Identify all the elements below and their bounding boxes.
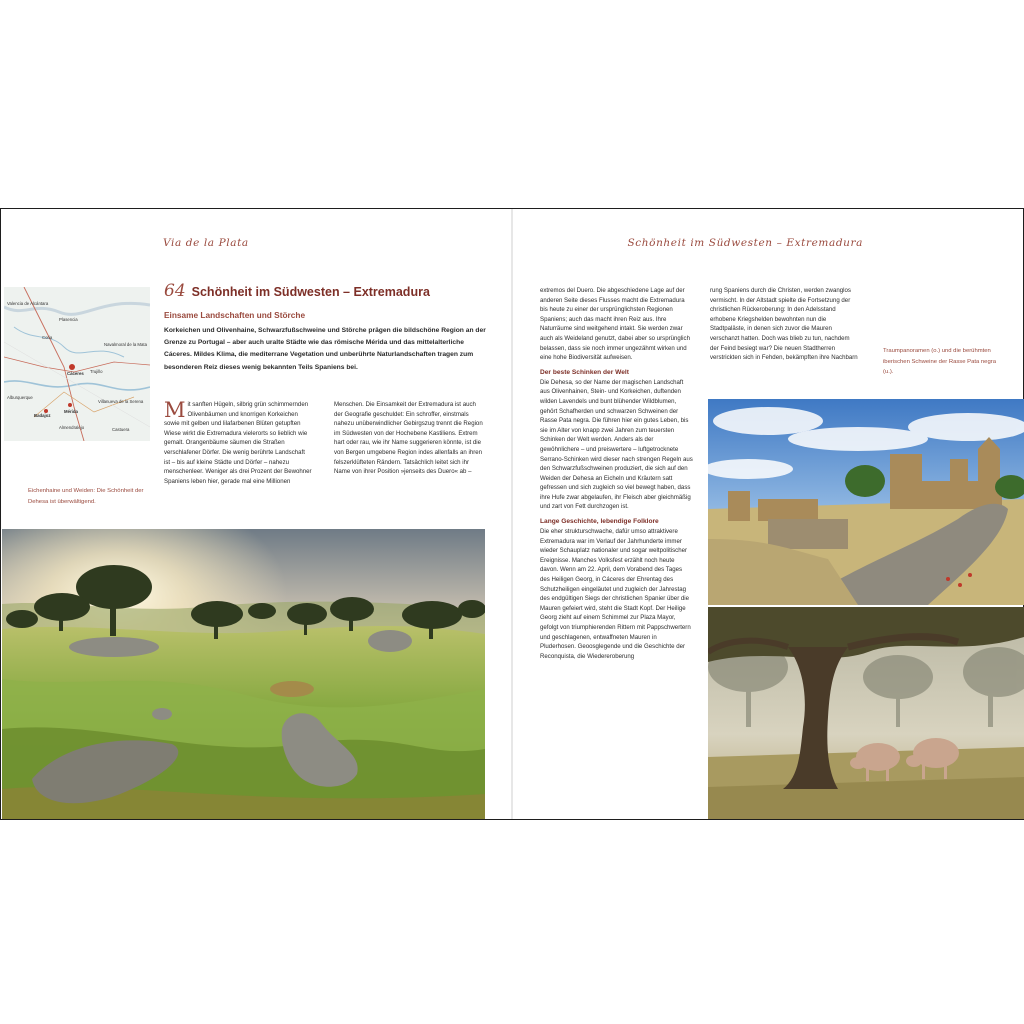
body-text: extremos del Duero. Die abgeschiedene Lage auf der anderen Seite dieses Flusses macht die Extremadura bis heute zu einer der ursprünglichsten Regionen Spaniens; auch das macht ihren Reiz aus. Ihre Naturräume sind weitgehend intakt. Sie werden zwar auch als Weideland genutzt, dabei aber so ursprünglich belassen, dass sie noch immer ungezähmt wirken und eine hohe Biodiversität aufweisen.: [540, 287, 690, 362]
image-caption-right: Traumpanoramen (o.) und die berühmten iberischen Schweine der Rasse Pata negra (u.).: [883, 348, 996, 376]
body-text: rung Spaniens durch die Christen, werden zwanglos vermischt. In der Altstadt spielte die Fortsetzung der christlichen Rückeroberung: In den Adelsstand erhobene Kriegshelden bewohnten nun die Stadtpaläste, in denen sich zuvor die Mauren verschanzt hatten. Doch was blieb zu tun, nachdem der Feind besiegt war? Die neuen Stadtherren verstrickten sich in Fehden, bekämpften ihre Nachbarn: [710, 287, 858, 362]
chapter-title: Schönheit im Südwesten – Extremadura: [191, 285, 430, 299]
right-page: [513, 209, 1024, 819]
map-graphic: [4, 287, 150, 441]
map-label: Valencia de Alcántara: [7, 301, 49, 306]
left-page: [0, 209, 511, 819]
chapter-number: 64: [164, 281, 186, 301]
section-heading-ham: Der beste Schinken der Welt: [540, 368, 629, 376]
lead-paragraph: Korkeichen und Olivenhaine, Schwarzfußschweine und Störche prägen die bildschöne Region an der Grenze zu Portugal – aber auch uralte Städte wie das römische Mérida und das mittelalterliche Cáceres. Mildes Klima, die mediterrane Vegetation und unberührte Naturlandschaften tragen zum besonderen Reiz dieses wenig bekannten Teils Spaniens bei.: [164, 327, 486, 371]
book-spread: [0, 208, 1024, 820]
body-column-2: [334, 400, 484, 477]
iberian-pigs-photo: [708, 607, 1024, 819]
image-caption-left: Eichenhaine und Weiden: Die Schönheit der Dehesa ist überwältigend.: [28, 488, 144, 505]
running-head-left: Via de la Plata: [163, 237, 249, 249]
map-label: Mérida: [64, 409, 78, 414]
map-label: Almendralejo: [59, 425, 85, 430]
body-column-1: [164, 400, 312, 486]
running-head-right: Schönheit im Südwesten – Extremadura: [627, 237, 863, 249]
map-label: Navalmoral de la Mata: [104, 342, 147, 347]
chapter-subtitle: Einsame Landschaften und Störche: [164, 310, 306, 320]
region-map: [4, 287, 150, 441]
map-label: Alburquerque: [7, 395, 33, 400]
map-label: Castuera: [112, 427, 130, 432]
map-label: Villanueva de la Serena: [98, 399, 144, 404]
map-label: Badajoz: [34, 413, 51, 418]
body-text: Menschen. Die Einsamkeit der Extremadura ist auch der Geografie geschuldet: Ein schroffer, einstmals nahezu unüberwindlicher Gebirgszug trennt die Region im Südwesten von der Hochebene Kastiliens. Extrem hart oder rau, wie ihr Name suggerieren könnte, ist die von Bergen umgebene Region indes allenfalls an ihren felszerklüfteten Rändern. Tatsächlich leitet sich ihr Name von ihrer Position »jenseits des Duero« ab –: [334, 401, 483, 476]
chapter-heading: [164, 281, 494, 301]
body-text: Die Dehesa, so der Name der magischen Landschaft aus Olivenhainen, Stein- und Korkeichen, duftenden wilden Lavendels und bunt blühender Wildblumen, gehört Schafherden und schwarzen Schweinen der Rasse Pata negra. Die führen hier ein gutes Leben, bis sie im Alter von knapp zwei Jahren zum teuersten Schinken der Welt werden. Anders als der gewöhnlichere – und preiswertere – luftgetrocknete Serrano-Schinken wird dieser nach strengen Regeln aus den Schwarzfußschweinen produziert, die sich auf den Weiden der Dehesa an Eicheln und Kräutern satt gefressen und sich zugleich so viel bewegt haben, dass ihre Hufe zwar abgelaufen, ihr Fleisch aber gleichmäßig und zart von Fett durchzogen ist.: [540, 378, 693, 511]
map-label: Trujillo: [90, 369, 103, 374]
body-column-3: [540, 286, 693, 661]
map-label: Coria: [42, 335, 53, 340]
castle-ruins-photo: [708, 399, 1024, 605]
body-column-4: [710, 286, 860, 363]
map-label: Cáceres: [67, 371, 84, 376]
drop-cap: M: [164, 398, 186, 422]
body-text: Die eher strukturschwache, dafür umso attraktivere Extremadura war im Verlauf der Jahrhunderte immer wieder Schauplatz nationaler und sogar weltpolitischer Ereignisse. Manches Volksfest erzählt noch heute davon. Wenn am 22. April, dem Vorabend des Tages des Heiligen Georg, in Cáceres der Ehrentag des Schutzheiligen eingeläutet und zugleich der Jahrestag des endgültigen Siegs der christlichen Spanier über die Mauren gefeiert wird, steht die Stadt Kopf. Der Heilige Georg zieht auf einem Schimmel zur Plaza Mayor, gefolgt von triumphierenden Rittern mit Pappschwertern und geschlagenen, entwaffneten Mauren in Pluderhosen. Geoosglegende und die Geschichte der Reconquista, die Wiedereroberung: [540, 528, 691, 660]
dehesa-landscape-photo: [2, 529, 485, 819]
map-label: Plasencia: [59, 317, 78, 322]
section-heading-history: Lange Geschichte, lebendige Folklore: [540, 518, 659, 526]
body-text: it sanften Hügeln, silbrig grün schimmernden Olivenbäumen und knorrigen Korkeichen sowie mit gelben und lilafarbenen Blüten getupften Wiese wirkt die Extremadura vielerorts so lieblich wie gemalt. Orangenbäume säumen die Straßen verschlafener Dörfer. Die wenig berührte Landschaft ist – bis auf kleine Städte und Dörfer – nahezu menschenleer. Weniger als drei Prozent der Bewohner Spaniens leben hier, gerade mal eine Millionen: [164, 401, 312, 485]
